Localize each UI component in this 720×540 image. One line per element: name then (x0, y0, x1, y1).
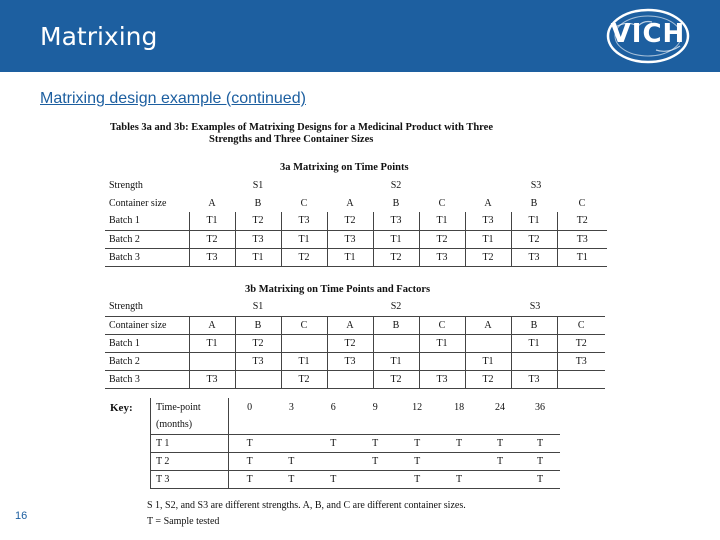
time-cell: T2 (557, 212, 607, 230)
time-cell: T2 (419, 230, 465, 248)
time-cell: T3 (327, 352, 373, 370)
sample-cell: T (270, 470, 312, 488)
time-point-label: T 3 (151, 470, 229, 488)
slide-header (0, 0, 720, 72)
container-cell: C (281, 316, 327, 334)
time-cell: T2 (281, 370, 327, 388)
month-cell: 12 (412, 401, 423, 413)
container-cell: B (511, 316, 557, 334)
slide-number: 16 (15, 510, 28, 522)
time-cell: T1 (557, 248, 607, 266)
table-row (105, 370, 605, 388)
time-cell (465, 334, 511, 352)
batch-label: Batch 1 (105, 334, 189, 352)
time-cell: T3 (189, 370, 235, 388)
time-cell: T1 (373, 352, 419, 370)
time-point-header: Time-point (151, 398, 229, 416)
container-cell: C (419, 316, 465, 334)
month-cell: 36 (535, 401, 545, 413)
time-cell: T3 (557, 352, 605, 370)
caption-line-1: Tables 3a and 3b: Examples of Matrixing Designs for a Medicinal Product with Three (110, 122, 493, 133)
time-cell: T1 (281, 352, 327, 370)
time-cell: T1 (511, 212, 557, 230)
time-point-label: T 1 (151, 434, 229, 452)
footnote (147, 498, 466, 530)
time-cell (281, 334, 327, 352)
slide-title: Matrixing (40, 22, 158, 51)
container-label: Container size (109, 197, 167, 209)
time-cell: T2 (235, 212, 281, 230)
time-cell: T3 (511, 248, 557, 266)
slide-subtitle: Matrixing design example (continued) (40, 90, 306, 107)
time-cell: T3 (189, 248, 235, 266)
sample-cell: T (396, 452, 438, 470)
sample-cell: T (480, 434, 520, 452)
table-3a-container-row (105, 194, 607, 212)
footnote-line-1: S 1, S2, and S3 are different strengths. A, B, and C are different container sizes. (147, 500, 466, 511)
sample-cell: T (438, 434, 480, 452)
month-cell: 0 (228, 398, 270, 416)
time-cell: T3 (281, 212, 327, 230)
container-cell: B (235, 316, 281, 334)
time-cell: T1 (419, 334, 465, 352)
month-cell: 18 (454, 401, 465, 413)
container-cell: C (300, 197, 308, 209)
time-cell (189, 352, 235, 370)
sample-cell (438, 452, 480, 470)
sample-cell: T (270, 452, 312, 470)
table-row (151, 470, 561, 488)
sample-cell: T (228, 452, 270, 470)
logo-text: VICH (610, 19, 686, 49)
key-label: Key: (110, 402, 133, 414)
container-cell: A (484, 197, 492, 209)
strength-s1: S1 (189, 298, 327, 316)
time-cell: T1 (373, 230, 419, 248)
time-cell: T1 (465, 230, 511, 248)
time-cell: T3 (235, 230, 281, 248)
table-caption (110, 122, 590, 146)
time-cell: T3 (327, 230, 373, 248)
time-cell: T1 (327, 248, 373, 266)
vich-logo (604, 6, 692, 66)
time-cell: T3 (235, 352, 281, 370)
time-cell: T3 (419, 370, 465, 388)
months-unit-label: (months) (151, 416, 229, 434)
batch-label: Batch 3 (105, 370, 189, 388)
sample-cell (354, 470, 396, 488)
time-cell: T3 (511, 370, 557, 388)
sample-cell (312, 452, 354, 470)
table-3a-title: 3a Matrixing on Time Points (280, 162, 409, 173)
time-cell: T1 (465, 352, 511, 370)
time-cell: T2 (465, 370, 511, 388)
container-cell: A (208, 197, 216, 209)
table-row (105, 230, 607, 248)
table-3b-strength-row (105, 298, 605, 316)
sample-cell: T (312, 434, 354, 452)
sample-cell: T (520, 470, 560, 488)
time-cell: T3 (557, 230, 607, 248)
caption-line-2: Strengths and Three Container Sizes (209, 134, 374, 145)
container-cell: C (578, 197, 586, 209)
time-cell: T2 (327, 212, 373, 230)
sample-cell: T (396, 470, 438, 488)
month-cell: 3 (288, 401, 294, 413)
month-cell: 6 (330, 401, 336, 413)
strength-label: Strength (105, 298, 189, 316)
time-cell: T2 (235, 334, 281, 352)
table-row (105, 212, 607, 230)
time-cell: T2 (465, 248, 511, 266)
time-cell: T2 (373, 248, 419, 266)
month-cell: 24 (495, 401, 506, 413)
sample-cell (270, 434, 312, 452)
container-cell: B (530, 197, 538, 209)
time-cell (419, 352, 465, 370)
sample-cell: T (520, 452, 560, 470)
container-cell: A (465, 316, 511, 334)
key-header-row-2 (151, 416, 561, 434)
key-header-row (151, 398, 561, 416)
strength-s1: S1 (252, 179, 264, 191)
footnote-line-2: T = Sample tested (147, 516, 220, 527)
time-point-label: T 2 (151, 452, 229, 470)
time-cell: T2 (557, 334, 605, 352)
table-3a-strength-row (105, 176, 607, 194)
table-row (151, 452, 561, 470)
time-cell: T1 (281, 230, 327, 248)
table-row (151, 434, 561, 452)
time-cell: T2 (511, 230, 557, 248)
container-cell: A (189, 316, 235, 334)
container-cell: C (438, 197, 446, 209)
batch-label: Batch 2 (105, 352, 189, 370)
time-cell: T2 (281, 248, 327, 266)
key-table (150, 398, 560, 489)
batch-label: Batch 3 (105, 248, 189, 266)
strength-s2: S2 (327, 298, 465, 316)
sample-cell: T (396, 434, 438, 452)
time-cell: T1 (189, 212, 235, 230)
sample-cell: T (228, 470, 270, 488)
strength-s3: S3 (530, 179, 542, 191)
time-cell: T3 (465, 212, 511, 230)
table-row (105, 248, 607, 266)
month-cell: 9 (372, 401, 378, 413)
table-3b (105, 298, 605, 389)
time-cell (327, 370, 373, 388)
container-cell: B (392, 197, 400, 209)
table-3a (105, 176, 607, 267)
sample-cell: T (520, 434, 560, 452)
sample-cell: T (228, 434, 270, 452)
time-cell: T2 (327, 334, 373, 352)
table-row (105, 334, 605, 352)
time-cell (373, 334, 419, 352)
table-3b-container-row (105, 316, 605, 334)
sample-cell: T (312, 470, 354, 488)
time-cell: T1 (419, 212, 465, 230)
container-cell: A (327, 316, 373, 334)
time-cell (235, 370, 281, 388)
time-cell: T3 (373, 212, 419, 230)
strength-label: Strength (109, 179, 143, 191)
strength-s3: S3 (465, 298, 605, 316)
time-cell (557, 370, 605, 388)
container-cell: B (254, 197, 262, 209)
container-cell: C (557, 316, 605, 334)
container-cell: A (346, 197, 354, 209)
time-cell: T2 (373, 370, 419, 388)
time-cell: T3 (419, 248, 465, 266)
container-cell: B (373, 316, 419, 334)
batch-label: Batch 1 (105, 212, 189, 230)
table-3b-title: 3b Matrixing on Time Points and Factors (245, 284, 431, 295)
sample-cell: T (438, 470, 480, 488)
time-cell: T1 (189, 334, 235, 352)
time-cell: T1 (235, 248, 281, 266)
table-row (105, 352, 605, 370)
sample-cell: T (354, 434, 396, 452)
container-label: Container size (105, 316, 189, 334)
sample-cell: T (354, 452, 396, 470)
sample-cell: T (480, 452, 520, 470)
time-cell (511, 352, 557, 370)
batch-label: Batch 2 (105, 230, 189, 248)
sample-cell (480, 470, 520, 488)
time-cell: T1 (511, 334, 557, 352)
strength-s2: S2 (390, 179, 402, 191)
time-cell: T2 (189, 230, 235, 248)
